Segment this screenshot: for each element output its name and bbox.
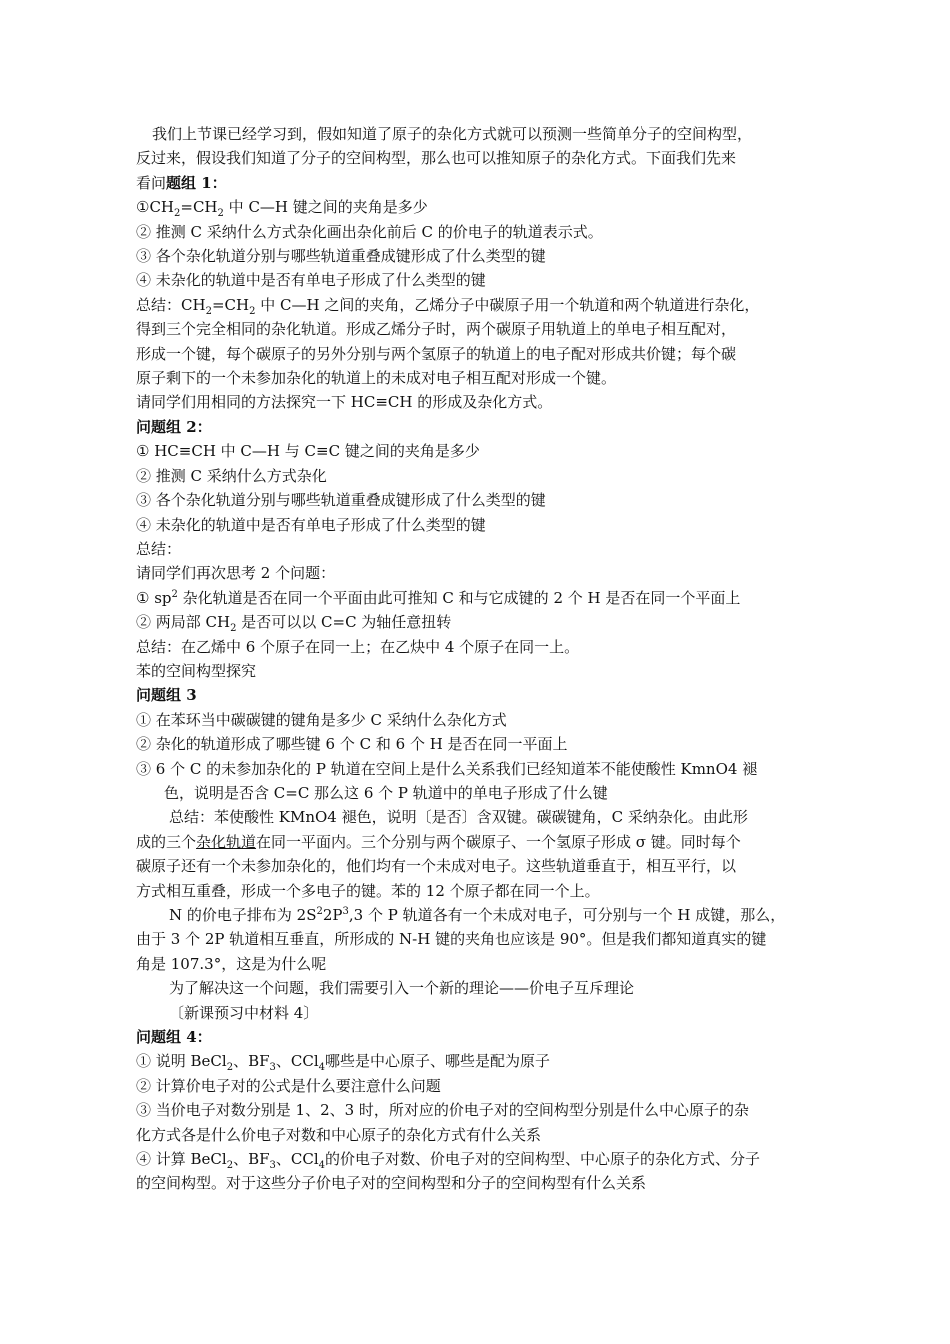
summary-1-line-1: 总结：$CH_2=CH_2$ 中 C—H 之间的夹角，乙烯分子中碳原子用一个轨道和两个轨道进行杂化， bbox=[136, 295, 760, 317]
summary-3-line-1: 总结：苯使酸性 KMnO4 褪色，说明〔是否〕含双键。碳碳键角，C 采纳杂化。由此形 bbox=[169, 808, 748, 827]
group-3-title: 问题组 3 bbox=[136, 686, 197, 705]
g4-question-4-cont: 的空间构型。对于这些分子价电子对的空间构型和分子的空间构型有什么关系 bbox=[136, 1174, 647, 1193]
g2-question-3: ③ 各个杂化轨道分别与哪些轨道重叠成键形成了什么类型的键 bbox=[136, 491, 546, 510]
g3-question-1: ① 在苯环当中碳碳键的键角是多少 C 采纳什么杂化方式 bbox=[136, 710, 507, 729]
summary-3-line-3: 碳原子还有一个未参加杂化的，他们均有一个未成对电子。这些轨道垂直于，相互平行，以 bbox=[136, 857, 737, 876]
hybrid-orbital-underlined: 杂化轨道 bbox=[196, 832, 257, 851]
nh3-line-4: 为了解决这一个问题，我们需要引入一个新的理论——价电子互斥理论 bbox=[169, 979, 635, 998]
g3-question-2: ② 杂化的轨道形成了哪些键 6 个 C 和 6 个 H 是否在同一平面上 bbox=[136, 735, 568, 754]
g2-question-1: ① HC≡CH 中 C—H 与 C≡C 键之间的夹角是多少 bbox=[136, 442, 480, 461]
g1-question-2: ② 推测 C 采纳什么方式杂化画出杂化前后 C 的价电子的轨道表示式。 bbox=[136, 222, 603, 241]
group-4-title: 问题组 4： bbox=[136, 1028, 212, 1047]
intro-line-1: 我们上节课已经学习到，假如知道了原子的杂化方式就可以预测一些简单分子的空间构型， bbox=[152, 125, 753, 143]
g2-summary-label: 总结： bbox=[136, 539, 182, 558]
g4-question-3-cont: 化方式各是什么价电子对数和中心原子的杂化方式有什么关系 bbox=[136, 1125, 542, 1144]
g2-question-4: ④ 未杂化的轨道中是否有单电子形成了什么类型的键 bbox=[136, 515, 486, 534]
g1-question-1: $①CH_2=CH_2$ 中 C—H 键之间的夹角是多少 bbox=[136, 198, 428, 220]
g4-question-4: ④ 计算 BeCl$_2$、$BF_3$、CCl$_4$的价电子对数、价电子对的空间构型、中心原子的杂化方式、分子 bbox=[136, 1150, 761, 1172]
nh3-line-2: 由于 3 个 2P 轨道相互垂直，所形成的 N-H 键的夹角也应该是 90°。但是我们都知道真实的键 bbox=[136, 930, 767, 949]
think-question-1: ① $sp^2$ 杂化轨道是否在同一个平面由此可推知 C 和与它成键的 2 个 H 是否在同一个平面上 bbox=[136, 588, 741, 607]
g2-question-2: ② 推测 C 采纳什么方式杂化 bbox=[136, 466, 327, 485]
summary-1-line-4: 原子剩下的一个未参加杂化的轨道上的未成对电子相互配对形成一个键。 bbox=[136, 369, 617, 388]
summary-1-line-2: 得到三个完全相同的杂化轨道。形成乙烯分子时，两个碳原子用轨道上的单电子相互配对， bbox=[136, 320, 737, 339]
g4-question-1: ① 说明 BeCl$_2$、$BF_3$、CCl$_4$哪些是中心原子、哪些是配为原子 bbox=[136, 1052, 551, 1074]
summary-1-line-3: 形成一个键，每个碳原子的另外分别与两个氢原子的轨道上的电子配对形成共价键；每个碳 bbox=[136, 344, 737, 363]
nh3-line-3: 角是 107.3°，这是为什么呢 bbox=[136, 954, 327, 973]
summary-2: 总结：在乙烯中 6 个原子在同一上；在乙炔中 4 个原子在同一上。 bbox=[136, 637, 580, 656]
material-reference: 〔新课预习中材料 4〕 bbox=[169, 1003, 319, 1022]
g1-question-3: ③ 各个杂化轨道分别与哪些轨道重叠成键形成了什么类型的键 bbox=[136, 247, 546, 266]
group-2-title: 问题组 2： bbox=[136, 417, 212, 436]
intro-line-2: 反过来，假设我们知道了分子的空间构型，那么也可以推知原子的杂化方式。下面我们先来 bbox=[136, 149, 737, 168]
intro-line-3: 看问题组 1： bbox=[136, 173, 227, 192]
g4-question-3: ③ 当价电子对数分别是 1、2、3 时，所对应的价电子对的空间构型分别是什么中心原子的杂 bbox=[136, 1101, 749, 1120]
group-1-title: 题组 1： bbox=[166, 173, 227, 192]
g3-question-3: ③ 6 个 C 的未参加杂化的 P 轨道在空间上是什么关系我们已经知道苯不能使酸性 KmnO4 褪 bbox=[136, 759, 758, 778]
summary-3-line-4: 方式相互重叠，形成一个多电子的键。苯的 12 个原子都在同一个上。 bbox=[136, 881, 600, 900]
think-question-2: ② 两局部 $CH_2$ 是否可以以 C=C 为轴任意扭转 bbox=[136, 613, 452, 635]
summary-1-line-5: 请同学们用相同的方法探究一下 HC≡CH 的形成及杂化方式。 bbox=[136, 393, 553, 412]
g1-question-4: ④ 未杂化的轨道中是否有单电子形成了什么类型的键 bbox=[136, 271, 486, 290]
nh3-line-1: N 的价电子排布为 $2S^22P^3,3$ 个 P 轨道各有一个未成对电子，可分别与一个 H 成键，那么， bbox=[169, 906, 786, 924]
summary-3-line-2: 成的三个杂化轨道在同一平面内。三个分别与两个碳原子、一个氢原子形成 σ 键。同时每个 bbox=[136, 832, 741, 851]
think-prompt: 请同学们再次思考 2 个问题： bbox=[136, 564, 336, 583]
g4-question-2: ② 计算价电子对的公式是什么要注意什么问题 bbox=[136, 1076, 441, 1095]
benzene-heading: 苯的空间构型探究 bbox=[136, 661, 257, 680]
g3-question-3-cont: 色，说明是否含 C=C 那么这 6 个 P 轨道中的单电子形成了什么键 bbox=[164, 783, 608, 802]
